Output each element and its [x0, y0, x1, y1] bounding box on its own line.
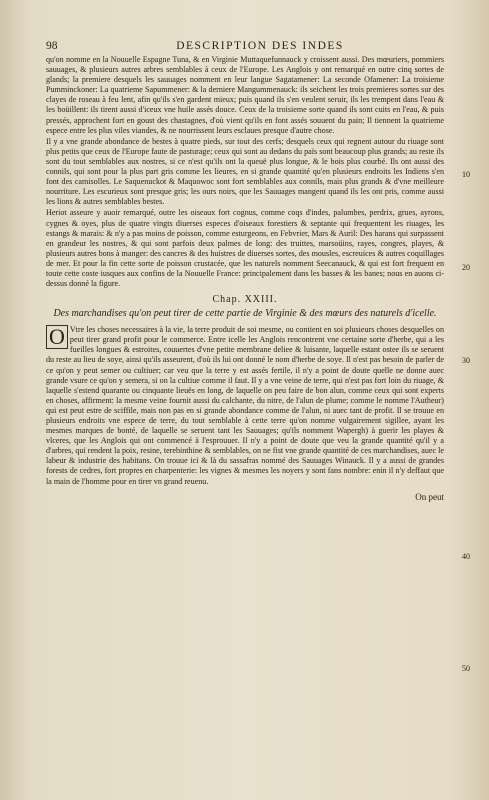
drop-cap: O	[46, 325, 68, 349]
margin-number: 40	[462, 552, 470, 561]
paragraph-merchandise	[46, 325, 444, 487]
page-header	[46, 40, 444, 52]
page-number: 98	[46, 40, 58, 52]
paragraph-birds-fish: Heriot asseure y auoir remarqué, outre les oiseaux fort cognus, comme coqs d'indes, palumbes, perdrix, grues, ayrons, cygnes & oyes, plus de quatre vingts diuerses especes d'oiseaux forestiers & septante qui frequentent les riuages, les estangs & marais: & n'y a pas moins de poisson, comme esturgeons, en Febvrier, Mars & Auril: Des harans qui surpassent en grandeur les nostres, & qui sont parfois deux palmes de long: des truittes, marsoüins, rayes, congres, playes, & plusieurs autres bons à manger: des cancres & des huistres de diuerses sortes, des mousles, escreuices & autres coquillages de mer. Et pour la fin cette sorte de poisson crustacée, que les naturels nomment Seecanauck, & qui est fort frequent en toute cette coste iusques aux confins de la Nouuelle France: principalement dans les basses & les banes; nous en auons ci-dessus donné la figure.	[46, 208, 444, 289]
margin-number: 10	[462, 170, 470, 179]
paragraph-merchandise-text: Vtre les choses necessaires à la vie, la terre produit de soi mesme, ou contient en soi plusieurs choses desquelles on peut tirer grand profit pour le commerce. Entre icelle les Anglois rencontrent vne certaine sorte d'herbe, qui a les fueilles longues & estroites, couuertes d'vne petite membrane deliee & luisante, laquelle estant ostee ils se seruent du reste au lieu de soye, ainsi qu'ils asseurent, d'où ils lui ont donné le nom d'herbe de soye. Il n'est pas besoin de parler de ce qu'on y peut semer ou cultiuer; car veu que la terre y est assés fertile, il n'y a point de doute quelle ne donne auec grande vsure ce qu'on y semera, si on la cultiue comme il faut. Il y a vne veine de terre, qui n'est pas fort loin du riuage, & laquelle s'estend quarante ou cinquante lieuës en long, de laquelle on peu faire de bon alun, comme ceux qui sont experts en choses, affirment: la mesme veine fournit aussi du calchante, du nitre, de l'alun de plume; comme le nomme l'Autheur) qui est peut estre de sciffile, mais non pas en si grande abondance comme de l'alun, ni auec tant de profit. Il se trouue en plusieurs endroits vne espece de terre, du tout semblable à cette terre qu'on nomme vulgairement sigillee, ayant les mesmes marques de bonté, de laquelle se seruent tant les Sauuages; qu'ils nomment Wapergh) à guerir les playes & vlceres, que les Anglois qui ont commencé à l'esprouuer. Il n'y a point de doute que veu la grande quantité qu'il y a d'arbres, qui rendent la poix, resine, terebinthine & semblables, on ne fist vne grande quantité de ces marchandises, auec le labeur & industrie des habitans. On trouue ici & là du sassafras nommé des Sauuages Winauck. Il y a aussi de grandes forests de cedres, fort propres en charpenterie: les vignes & mesmes les noyers y sont fans nombre: enin il n'y deffaut que la main de l'homme pour en tirer vn grand reuenu.	[46, 325, 444, 486]
chapter-heading: Chap. XXIII.	[212, 294, 278, 306]
catchword: On peut	[415, 491, 444, 502]
margin-number: 30	[462, 356, 470, 365]
chapter-title: Des marchandises qu'on peut tirer de cette partie de Virginie & des mœurs des naturels d'icelle.	[53, 308, 437, 320]
text-block	[46, 40, 444, 502]
margin-number: 20	[462, 263, 470, 272]
paragraph-beasts: Il y a vne grande abondance de bestes à quatre pieds, sur tout des cerfs; desquels ceux qui regnent autour du riuage sont plus petits que ceux de l'Europe faute de pasturage; ceux qui sont au dedans du païs sont beaucoup plus grands; au reste ils sont du tout semblables aux nostres, si ce n'est qu'ils ont la queuë plus longue, & le bois plus courbé. Ils ont aussi des connils, qui sont pour la plus part gris comme les lieures, en si grande quantité qu'en plusieurs endroits les Indiens s'en font des camisolles. Le Saquenuckot & Maquowoc sont fort semblables aux connils, mais plus grands & d'vne meilleure nourriture. Les escurieux sont presque gris; les ours noirs, que les Sauuages mangent quand ils les ont pris, comme aussi les lions & autres semblables bestes.	[46, 136, 444, 207]
margin-number: 50	[462, 664, 470, 673]
running-title: DESCRIPTION DES INDES	[176, 40, 344, 52]
paragraph-acorns: qu'on nomme en la Nouuelle Espagne Tuna, & en Virginie Muttaquefunnauck y croissent aussi. Des mœuriers, pommiers sauuages, & plusieurs autres arbres semblables à ceux de l'Europe. Les Anglois y ont remarqué en outre cinq sortes de glands; la premiere desquels les sauuages nomment en leur langue Sagatamener: La seconde Ofamener: La troisieme Pumminckoner: La quatrieme Sapummener: & la derniere Mangummenauck: ils seichent les trois premieres sortes sur des clayes de roseau à feu lent, afin qu'ils s'en gardent mieux; puis quand ils s'en veulent seruir, ils les trempent dans l'eau & les boüillent: ils tirent aussi d'iceux vne huile assés douce. Ceux de la troisieme sorte quand ils sont cuits en l'eau, & puis pressés, approchent fort en goust des chastagnes, d'où vient qu'ils en font assés souuent du pain; Il tiennent la quatrieme espece entre les plus viles viandes, & ne nourrissent leurs esclaues presque d'autre chose.	[46, 55, 444, 135]
